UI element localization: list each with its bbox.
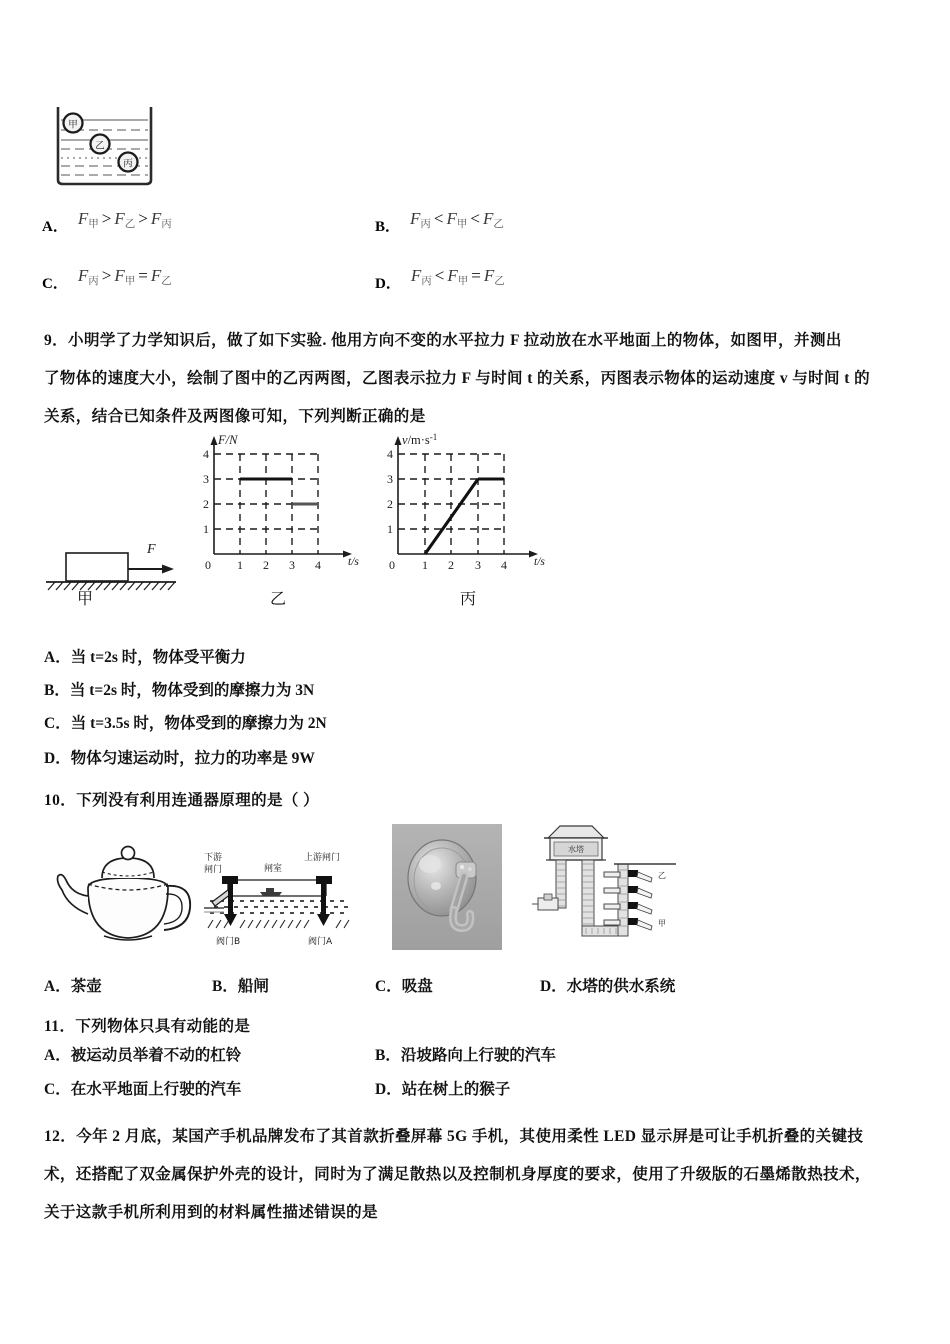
q10-option-b[interactable]: B．船闸 bbox=[212, 978, 269, 995]
q9-stem-line1: 9．小明学了力学知识后，做了如下实验. 他用方向不变的水平拉力 F 拉动放在水平地面上的物体，如图甲，并测出 bbox=[44, 332, 842, 349]
q11-option-c[interactable]: C．在水平地面上行驶的汽车 bbox=[44, 1081, 242, 1098]
q8-option-c[interactable] bbox=[42, 266, 172, 293]
svg-text:1: 1 bbox=[422, 558, 428, 572]
q8-option-d-letter: D． bbox=[375, 276, 401, 292]
q10-figure-suction-cup bbox=[392, 824, 502, 950]
label-tap-yi: 乙 bbox=[658, 871, 666, 880]
q9-figure-jia-caption: 甲 bbox=[76, 591, 93, 608]
q9-chart-bing bbox=[380, 432, 560, 584]
svg-text:3: 3 bbox=[203, 472, 209, 486]
svg-text:3: 3 bbox=[475, 558, 481, 572]
svg-text:0: 0 bbox=[389, 558, 395, 572]
q8-option-d-formula: $F_丙 < F_甲 = F_乙$ bbox=[410, 266, 505, 287]
label-valve-b: 阀门B bbox=[216, 937, 241, 947]
q10-figure-teapot bbox=[52, 836, 212, 954]
water-tower-svg bbox=[530, 822, 682, 952]
q9-option-d[interactable]: D．物体匀速运动时，拉力的功率是 9W bbox=[44, 750, 315, 767]
chart-yi-ylabel: F/N bbox=[218, 433, 238, 447]
q12-stem-line3: 关于这款手机所利用到的材料属性描述错误的是 bbox=[44, 1204, 378, 1221]
q9-stem-line3: 关系，结合已知条件及两图像可知，下列判断正确的是 bbox=[44, 408, 426, 425]
beaker-figure bbox=[52, 104, 157, 186]
teapot-svg bbox=[52, 836, 212, 954]
suction-cup-svg bbox=[392, 824, 502, 950]
q9-chart-yi-caption: 乙 bbox=[269, 591, 286, 608]
svg-text:丙: 丙 bbox=[123, 158, 133, 170]
label-lock-chamber: 闸室 bbox=[264, 864, 283, 874]
q8-option-b-formula: $F_丙 < F_甲 < F_乙$ bbox=[410, 209, 504, 230]
svg-text:2: 2 bbox=[263, 558, 269, 572]
svg-text:3: 3 bbox=[387, 472, 393, 486]
svg-text:1: 1 bbox=[387, 522, 393, 536]
q9-option-b[interactable]: B．当 t=2s 时，物体受到的摩擦力为 3N bbox=[44, 682, 315, 699]
chart-bing-svg bbox=[380, 432, 560, 584]
q8-option-a[interactable] bbox=[42, 209, 172, 236]
q10-figure-ship-lock bbox=[200, 846, 358, 954]
q11-option-a[interactable]: A．被运动员举着不动的杠铃 bbox=[44, 1047, 242, 1064]
q9-chart-bing-caption: 丙 bbox=[459, 591, 476, 608]
q10-figure-water-tower bbox=[530, 822, 682, 952]
svg-text:1: 1 bbox=[237, 558, 243, 572]
label-downstream-gate-2: 闸门 bbox=[204, 865, 223, 875]
q8-option-a-letter: A． bbox=[42, 219, 68, 235]
q8-option-a-formula: $F_甲 > F_乙 > F_丙$ bbox=[77, 209, 172, 230]
svg-text:2: 2 bbox=[387, 497, 393, 511]
label-downstream-gate-1: 下游 bbox=[204, 853, 223, 863]
svg-text:4: 4 bbox=[203, 447, 209, 461]
q10-stem: 10．下列没有利用连通器原理的是（ ） bbox=[44, 792, 319, 809]
q11-option-b[interactable]: B．沿坡路向上行驶的汽车 bbox=[375, 1047, 556, 1064]
q10-option-c[interactable]: C．吸盘 bbox=[375, 978, 433, 995]
svg-text:0: 0 bbox=[205, 558, 211, 572]
chart-bing-xlabel: t/s bbox=[534, 556, 545, 568]
q11-option-d[interactable]: D．站在树上的猴子 bbox=[375, 1081, 511, 1098]
label-tap-jia: 甲 bbox=[658, 919, 666, 928]
q8-option-c-formula: $F_丙 > F_甲 = F_乙$ bbox=[77, 266, 172, 287]
q9-option-a[interactable]: A．当 t=2s 时，物体受平衡力 bbox=[44, 649, 246, 666]
q12-stem-line2: 术，还搭配了双金属保护外壳的设计，同时为了满足散热以及控制机身厚度的要求，使用了升级版的石墨烯散热技术， bbox=[44, 1166, 871, 1183]
chart-yi-xlabel: t/s bbox=[348, 556, 359, 568]
svg-text:2: 2 bbox=[448, 558, 454, 572]
q9-option-c[interactable]: C．当 t=3.5s 时，物体受到的摩擦力为 2N bbox=[44, 715, 327, 732]
chart-bing-ylabel: $v/m\cdot s^{-1}$ bbox=[402, 432, 438, 447]
label-water-tower-sign: 水塔 bbox=[568, 845, 584, 854]
chart-yi-svg bbox=[196, 432, 371, 584]
label-upstream-gate: 上游闸门 bbox=[304, 853, 341, 863]
q12-stem-line1: 12．今年 2 月底，某国产手机品牌发布了其首款折叠屏幕 5G 手机，其使用柔性 LED 显示屏是可让手机折叠的关键技 bbox=[44, 1128, 864, 1145]
q10-option-a[interactable]: A．茶壶 bbox=[44, 978, 102, 995]
svg-text:乙: 乙 bbox=[95, 140, 105, 152]
q11-stem: 11．下列物体只具有动能的是 bbox=[44, 1018, 251, 1035]
svg-text:4: 4 bbox=[387, 447, 393, 461]
svg-text:4: 4 bbox=[315, 558, 321, 572]
force-label-F: F bbox=[147, 542, 156, 557]
q8-option-b[interactable] bbox=[375, 209, 504, 236]
svg-text:4: 4 bbox=[501, 558, 507, 572]
q8-option-c-letter: C． bbox=[42, 276, 68, 292]
q9-chart-yi bbox=[196, 432, 371, 584]
ship-lock-svg bbox=[200, 846, 358, 954]
svg-text:甲: 甲 bbox=[68, 119, 78, 131]
svg-text:1: 1 bbox=[203, 522, 209, 536]
label-valve-a: 阀门A bbox=[308, 937, 333, 947]
svg-text:2: 2 bbox=[203, 497, 209, 511]
q8-option-b-letter: B． bbox=[375, 219, 401, 235]
q10-option-d[interactable]: D．水塔的供水系统 bbox=[540, 978, 676, 995]
q9-stem-line2: 了物体的速度大小，绘制了图中的乙丙两图，乙图表示拉力 F 与时间 t 的关系，丙图表示物体的运动速度 v 与时间 t 的 bbox=[44, 370, 870, 387]
q8-option-d[interactable] bbox=[375, 266, 505, 293]
svg-text:3: 3 bbox=[289, 558, 295, 572]
beaker-svg bbox=[52, 104, 157, 186]
